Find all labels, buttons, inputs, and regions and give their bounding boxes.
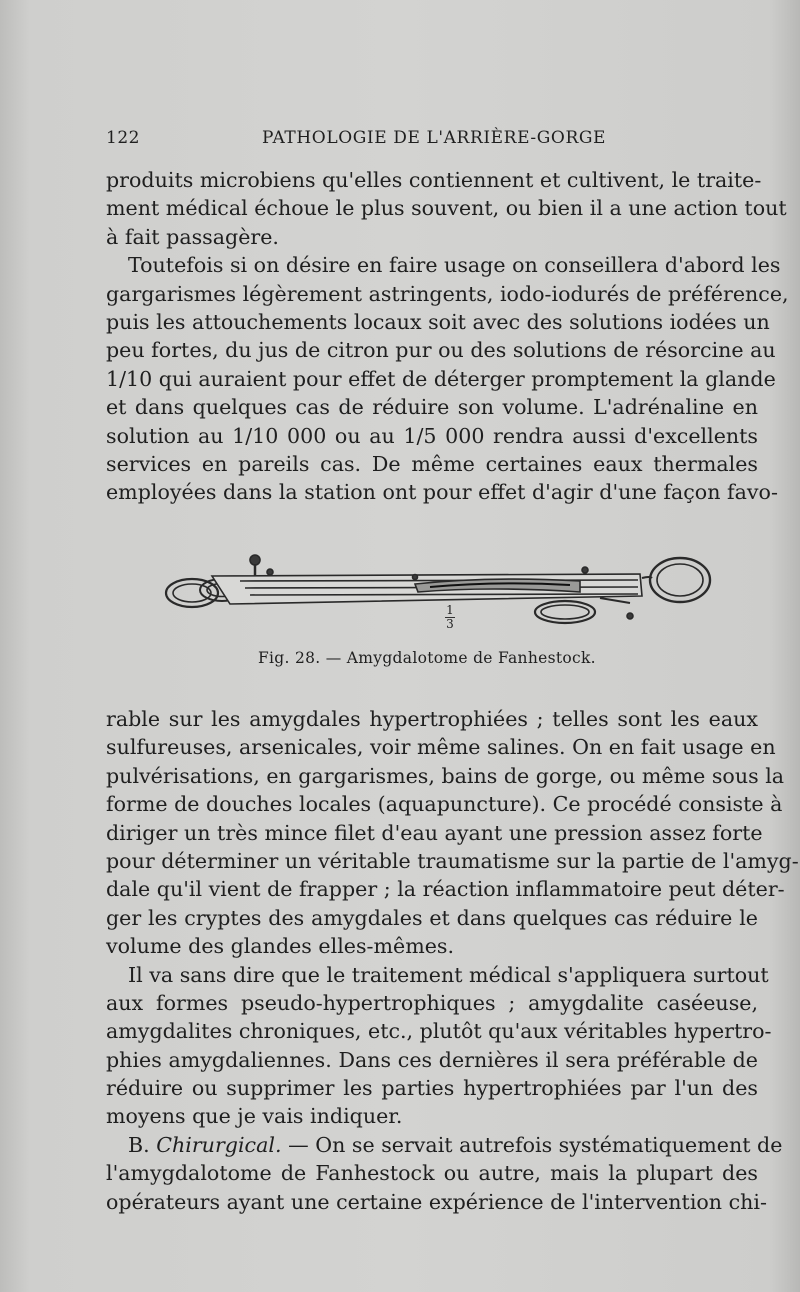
running-title: PATHOLOGIE DE L'ARRIÈRE-GORGE <box>262 128 607 148</box>
figure-scale <box>445 605 455 630</box>
text-line: pulvérisations, en gargarismes, bains de gorge, ou même sous la <box>106 763 785 788</box>
scale-denominator: 3 <box>446 617 454 631</box>
text-line: phies amygdaliennes. Dans ces dernières il sera préférable de <box>106 1047 758 1072</box>
text-line: à fait passagère. <box>106 224 279 249</box>
text-line: l'amygdalotome de Fanhestock ou autre, mais la plupart des <box>106 1161 758 1186</box>
text-block-bottom <box>106 705 799 1216</box>
page-number: 122 <box>106 128 140 148</box>
figure-caption: Fig. 28. — Amygdalotome de Fanhestock. <box>258 649 596 667</box>
text-line: gargarismes légèrement astringents, iodo-iodurés de préférence, <box>106 281 789 306</box>
text-line: Toutefois si on désire en faire usage on conseillera d'abord les <box>128 253 781 278</box>
scale-numerator: 1 <box>446 603 454 617</box>
text-line: et dans quelques cas de réduire son volume. L'adrénaline en <box>106 395 758 420</box>
text-line: employées dans la station ont pour effet d'agir d'une façon favo- <box>106 480 778 505</box>
page-header <box>106 128 758 156</box>
amygdalotome-illustration <box>160 548 720 633</box>
text-line: sulfureuses, arsenicales, voir même salines. On en fait usage en <box>106 735 776 760</box>
text-line: volume des glandes elles-mêmes. <box>106 934 455 959</box>
text-line-section-b <box>106 1131 783 1159</box>
text-line: amygdalites chroniques, etc., plutôt qu'aux véritables hypertro- <box>106 1019 772 1044</box>
text-block-top <box>106 166 789 507</box>
text-line: 1/10 qui auraient pour effet de déterger promptement la glande <box>106 366 776 391</box>
text-line: dale qu'il vient de frapper ; la réaction inflammatoire peut déter- <box>106 877 785 902</box>
text-line: forme de douches locales (aquapuncture). Ce procédé consiste à <box>106 792 783 817</box>
text-line: puis les attouchements locaux soit avec des solutions iodées un <box>106 309 770 334</box>
text-line: aux formes pseudo-hypertrophiques ; amygdalite caséeuse, <box>106 990 758 1015</box>
text-line: rable sur les amygdales hypertrophiées ; telles sont les eaux <box>106 707 758 731</box>
text-line: pour déterminer un véritable traumatisme sur la partie de l'amyg- <box>106 848 799 873</box>
text-line: ger les cryptes des amygdales et dans quelques cas réduire le <box>106 905 758 930</box>
text-line: ment médical échoue le plus souvent, ou bien il a une action tout <box>106 196 787 221</box>
section-text: — On se servait autrefois systématiquement de <box>288 1132 783 1157</box>
text-line: solution au 1/10 000 ou au 1/5 000 rendra aussi d'excellents <box>106 423 758 448</box>
text-line: réduire ou supprimer les parties hypertrophiées par l'un des <box>106 1076 758 1101</box>
section-label: B. <box>128 1132 150 1157</box>
text-line: Il va sans dire que le traitement médical s'appliquera surtout <box>128 962 769 987</box>
text-line: moyens que je vais indiquer. <box>106 1104 403 1129</box>
text-line: produits microbiens qu'elles contiennent et cultivent, le traite- <box>106 168 762 192</box>
text-line: diriger un très mince filet d'eau ayant une pression assez forte <box>106 820 763 845</box>
text-line: services en pareils cas. De même certaines eaux thermales <box>106 451 758 476</box>
section-title-italic: Chirurgical. <box>156 1132 282 1157</box>
text-line: peu fortes, du jus de citron pur ou des solutions de résorcine au <box>106 338 776 363</box>
text-line: opérateurs ayant une certaine expérience de l'intervention chi- <box>106 1189 767 1214</box>
